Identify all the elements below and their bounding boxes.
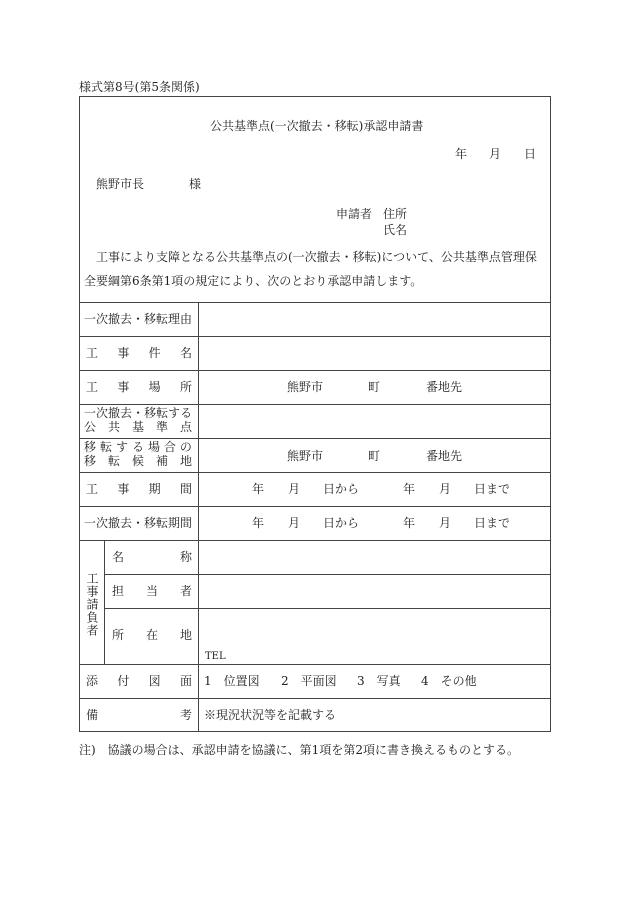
column-line	[198, 302, 199, 732]
relocation-town: 町	[368, 449, 381, 463]
label-contractor-person: 担 当 者	[112, 584, 192, 598]
work-period-month-to: 月	[439, 482, 452, 496]
remarks-value: ※現況状況等を記載する	[204, 708, 337, 722]
row-line	[79, 438, 551, 439]
work-place-lot: 番地先	[426, 380, 463, 394]
column-line	[104, 540, 105, 664]
row-line	[79, 664, 551, 665]
addressee-honorific: 様	[189, 177, 202, 191]
attachment-item-other: 4 その他	[421, 674, 477, 688]
label-remarks: 備 考	[86, 708, 192, 722]
label-work-name: 工 事 件 名	[86, 346, 192, 360]
row-line	[79, 540, 551, 541]
row-line	[104, 574, 551, 575]
removal-period-month-from: 月	[288, 516, 301, 530]
work-period-month-from: 月	[288, 482, 301, 496]
input-contractor-person[interactable]	[200, 576, 548, 607]
work-period-year-to: 年	[403, 482, 416, 496]
row-line	[79, 404, 551, 405]
form-note: 注) 協議の場合は、承認申請を協議に、第1項を第2項に書き換えるものとする。	[79, 743, 519, 757]
row-line	[79, 472, 551, 473]
work-place-town: 町	[368, 380, 381, 394]
input-removal-reason[interactable]	[200, 304, 548, 335]
relocation-lot: 番地先	[426, 449, 463, 463]
work-place-city: 熊野市	[287, 380, 324, 394]
label-contractor-name: 名 称	[112, 550, 192, 564]
date-year: 年	[455, 147, 468, 161]
contractor-tel-label: TEL	[205, 651, 226, 662]
work-period-day-from: 日から	[323, 482, 360, 496]
work-period-day-to: 日まで	[474, 482, 511, 496]
label-work-period: 工 事 期 間	[86, 482, 192, 496]
form-label: 様式第8号(第5条関係)	[79, 80, 200, 94]
applicant-label: 申請者	[336, 207, 373, 221]
row-line	[79, 370, 551, 371]
addressee-name: 熊野市長	[96, 177, 145, 191]
row-line	[104, 608, 551, 609]
row-line	[79, 698, 551, 699]
attachment-item-location-map: 1 位置図	[204, 674, 260, 688]
label-attachments: 添 付 図 面	[86, 674, 192, 688]
label-target-points: 一 次 撤 去 ・ 移 転 す る 公 共 基 準 点	[84, 406, 193, 434]
label-removal-reason: 一次撤去・移転理由	[84, 312, 193, 326]
row-line	[79, 506, 551, 507]
label-work-place: 工 事 場 所	[86, 380, 192, 394]
label-relocation-site: 移 転 す る 場 合 の 移 転 候 補 地	[84, 440, 192, 468]
form-title: 公共基準点(一次撤去・移転)承認申請書	[210, 119, 424, 133]
removal-period-month-to: 月	[439, 516, 452, 530]
removal-period-day-from: 日から	[323, 516, 360, 530]
label-contractor-group: 工事請負者	[85, 572, 99, 637]
row-line	[79, 336, 551, 337]
input-contractor-name[interactable]	[200, 542, 548, 573]
relocation-city: 熊野市	[287, 449, 324, 463]
input-target-points[interactable]	[200, 406, 548, 437]
input-work-name[interactable]	[200, 338, 548, 369]
input-contractor-location[interactable]	[200, 610, 548, 650]
row-line	[79, 302, 551, 303]
removal-period-year-from: 年	[252, 516, 265, 530]
intro-text: 工事により支障となる公共基準点の(一次撤去・移転)について、公共基準点管理保全要綱第6条第1項の規定により、次のとおり承認申請します。	[84, 250, 537, 288]
attachment-item-photo: 3 写真	[357, 674, 401, 688]
work-period-year-from: 年	[252, 482, 265, 496]
label-contractor-location: 所 在 地	[112, 628, 192, 642]
applicant-address: 住所	[383, 207, 408, 221]
label-removal-period: 一次撤去・移転期間	[84, 516, 193, 530]
removal-period-day-to: 日まで	[474, 516, 511, 530]
removal-period-year-to: 年	[403, 516, 416, 530]
date-day: 日	[524, 147, 537, 161]
applicant-name: 氏名	[383, 223, 408, 237]
attachment-item-plan-view: 2 平面図	[281, 674, 337, 688]
date-month: 月	[489, 147, 502, 161]
